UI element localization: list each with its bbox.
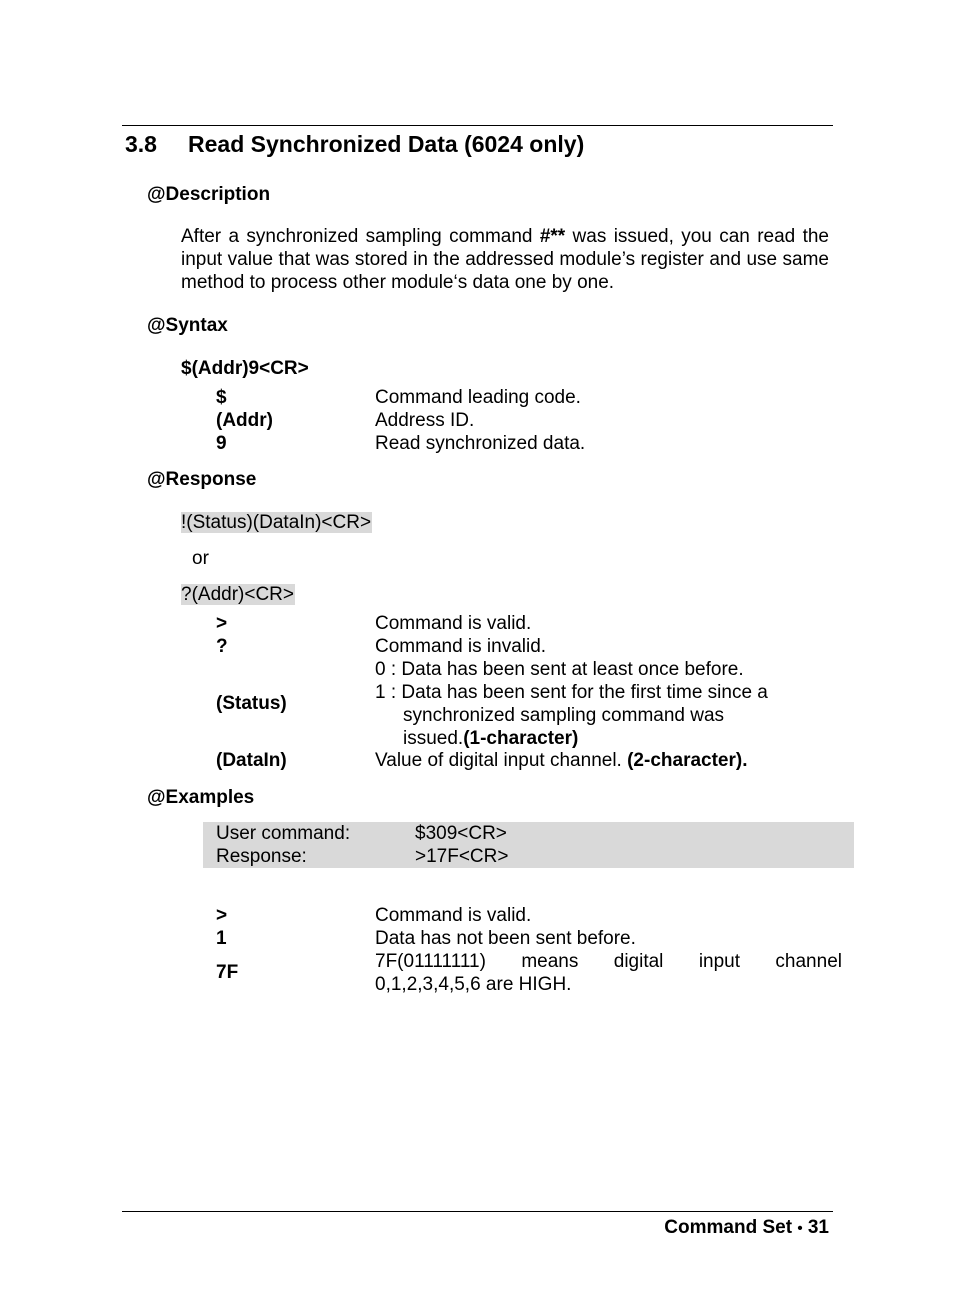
- example-7f-word: input: [698, 951, 741, 972]
- example-7f-word: channel: [775, 951, 842, 972]
- response-valid-wrapper: [181, 511, 372, 534]
- response-desc: Command is valid.: [375, 613, 532, 634]
- example-7f-word: 7F(01111111): [375, 951, 486, 972]
- datain-term: (DataIn): [216, 750, 287, 771]
- status-line-3: [403, 727, 578, 750]
- description-heading: @Description: [147, 184, 271, 205]
- example-term: 1: [216, 928, 227, 949]
- status-line-2: synchronized sampling command was: [403, 705, 725, 726]
- response-invalid-format: ?(Addr)<CR>: [181, 584, 294, 605]
- example-response-value: >17F<CR>: [415, 846, 509, 867]
- footer-bullet: •: [797, 1220, 803, 1237]
- example-user-label: User command:: [216, 823, 351, 844]
- response-term: >: [216, 613, 228, 634]
- syntax-command: $(Addr)9<CR>: [181, 358, 309, 379]
- syntax-desc: Command leading code.: [375, 387, 581, 408]
- status-line-1: 1 : Data has been sent for the first time since a: [375, 682, 768, 703]
- syntax-term: (Addr): [216, 410, 273, 431]
- example-7f-line-2: 0,1,2,3,4,5,6 are HIGH.: [375, 974, 572, 995]
- example-7f-word: means: [521, 951, 579, 972]
- example-term-7f: 7F: [216, 962, 239, 983]
- response-heading: @Response: [147, 469, 257, 490]
- syntax-desc: Read synchronized data.: [375, 433, 586, 454]
- example-user-value: $309<CR>: [415, 823, 507, 844]
- footer-section-name: Command Set: [664, 1217, 793, 1238]
- footer-rule: [122, 1211, 833, 1212]
- example-term: >: [216, 905, 228, 926]
- examples-heading: @Examples: [147, 787, 255, 808]
- syntax-term: $: [216, 387, 227, 408]
- header-rule: [122, 125, 833, 126]
- syntax-desc: Address ID.: [375, 410, 475, 431]
- status-line-0: 0 : Data has been sent at least once before.: [375, 659, 744, 680]
- description-text-before: After a synchronized sampling command: [181, 226, 540, 247]
- description-text-after: was issued, you can read the input value that was stored in the addressed module’s register and use same method to process other module‘s data one by one.: [181, 226, 829, 293]
- description-command-ref: #**: [539, 226, 566, 247]
- response-valid-format: !(Status)(DataIn)<CR>: [181, 512, 372, 533]
- datain-desc-text: Value of digital input channel.: [375, 750, 628, 771]
- datain-desc: [375, 749, 748, 772]
- status-char-count: (1-character): [463, 728, 579, 749]
- response-term: ?: [216, 636, 228, 657]
- response-or: or: [192, 548, 209, 569]
- example-response-label: Response:: [216, 846, 307, 867]
- footer-page-number: 31: [807, 1217, 829, 1238]
- datain-char-count: (2-character).: [627, 750, 748, 771]
- example-desc: Data has not been sent before.: [375, 928, 636, 949]
- example-7f-line-1: [375, 950, 842, 973]
- response-desc: Command is invalid.: [375, 636, 547, 657]
- response-invalid-wrapper: [181, 583, 295, 606]
- syntax-heading: @Syntax: [147, 315, 228, 336]
- status-term: (Status): [216, 693, 287, 714]
- section-number: 3.8: [125, 131, 157, 157]
- footer: [560, 1216, 829, 1240]
- status-issued: issued.: [403, 728, 464, 749]
- description-paragraph: [181, 225, 829, 294]
- section-title: Read Synchronized Data (6024 only): [188, 131, 585, 157]
- syntax-term: 9: [216, 433, 227, 454]
- example-desc: Command is valid.: [375, 905, 532, 926]
- example-7f-word: digital: [613, 951, 664, 972]
